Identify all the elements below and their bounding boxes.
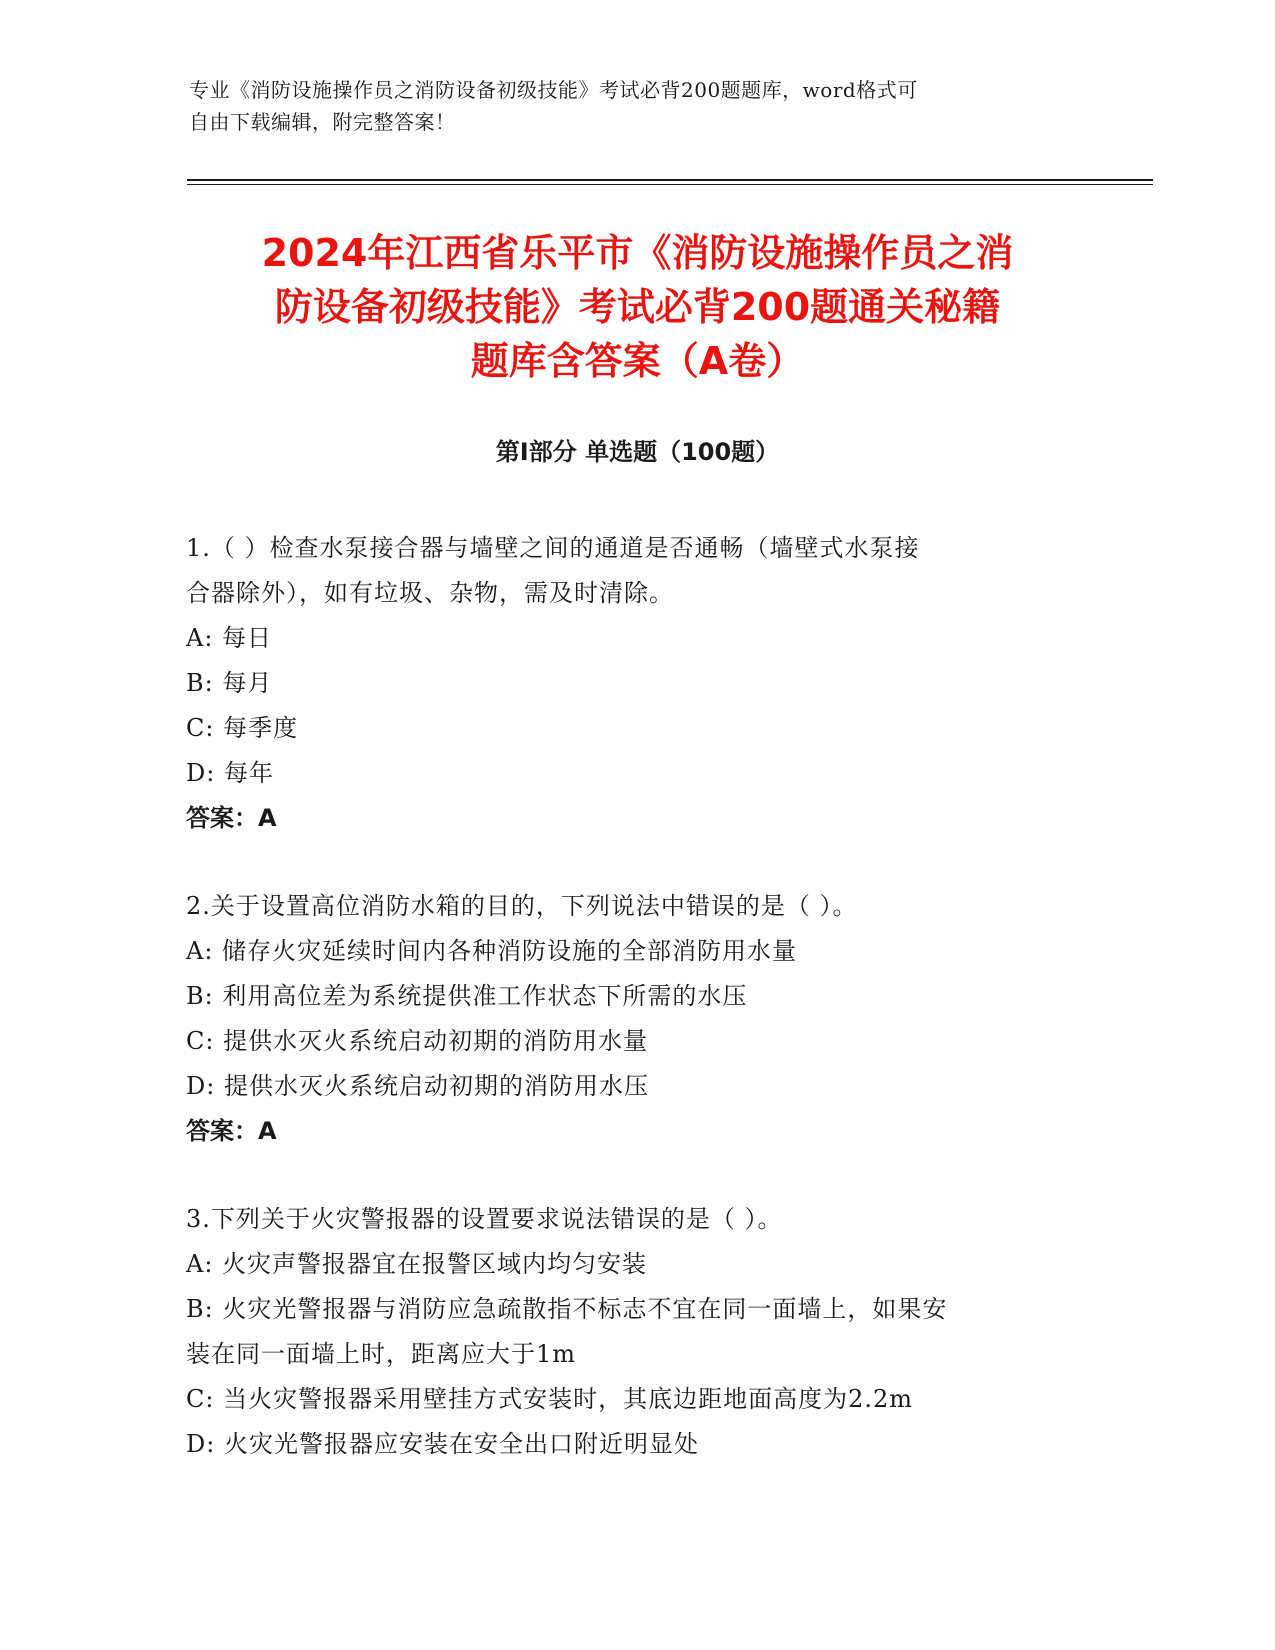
option-b: B: 火灾光警报器与消防应急疏散指不标志不宜在同一面墙上，如果安 xyxy=(186,1295,948,1323)
document-title xyxy=(180,226,1095,388)
option-a: A: 储存火灾延续时间内各种消防设施的全部消防用水量 xyxy=(186,937,798,965)
title-line-2: 防设备初级技能》考试必背200题通关秘籍 xyxy=(274,285,1001,329)
option-a: A: 每日 xyxy=(186,624,273,652)
question-3 xyxy=(186,1197,1066,1467)
option-d: D: 火灾光警报器应安装在安全出口附近明显处 xyxy=(186,1430,699,1458)
intro-text xyxy=(189,74,1089,138)
option-d: D: 提供水灭火系统启动初期的消防用水压 xyxy=(186,1072,649,1100)
answer: 答案：A xyxy=(186,1117,277,1145)
question-stem: 2.关于设置高位消防水箱的目的，下列说法中错误的是（ ）。 xyxy=(186,892,858,920)
option-b: B: 利用高位差为系统提供准工作状态下所需的水压 xyxy=(186,982,748,1010)
header-divider-thin xyxy=(187,184,1153,185)
question-stem: 合器除外），如有垃圾、杂物，需及时清除。 xyxy=(186,579,674,607)
question-1 xyxy=(186,526,1066,841)
question-2 xyxy=(186,884,1066,1154)
option-c: C: 提供水灭火系统启动初期的消防用水量 xyxy=(186,1027,649,1055)
intro-line-1: 专业《消防设施操作员之消防设备初级技能》考试必背200题题库，word格式可 xyxy=(189,78,918,102)
option-b-continued: 装在同一面墙上时，距离应大于1m xyxy=(186,1340,577,1368)
title-line-1: 2024年江西省乐平市《消防设施操作员之消 xyxy=(261,231,1014,275)
option-d: D: 每年 xyxy=(186,759,274,787)
section-heading: 第Ⅰ部分 单选题（100题） xyxy=(495,438,780,466)
title-line-3: 题库含答案（A卷） xyxy=(470,339,805,383)
question-stem: 3.下列关于火灾警报器的设置要求说法错误的是（ ）。 xyxy=(186,1205,783,1233)
answer: 答案：A xyxy=(186,804,277,832)
header-divider-thick xyxy=(187,179,1153,181)
question-stem: 1.（ ）检查水泵接合器与墙壁之间的通道是否通畅（墙壁式水泵接 xyxy=(186,534,920,562)
intro-line-2: 自由下载编辑，附完整答案！ xyxy=(189,110,456,134)
option-a: A: 火灾声警报器宜在报警区域内均匀安装 xyxy=(186,1250,648,1278)
option-b: B: 每月 xyxy=(186,669,273,697)
option-c: C: 每季度 xyxy=(186,714,299,742)
option-c: C: 当火灾警报器采用壁挂方式安装时，其底边距地面高度为2.2m xyxy=(186,1385,914,1413)
question-list xyxy=(186,526,1066,1510)
